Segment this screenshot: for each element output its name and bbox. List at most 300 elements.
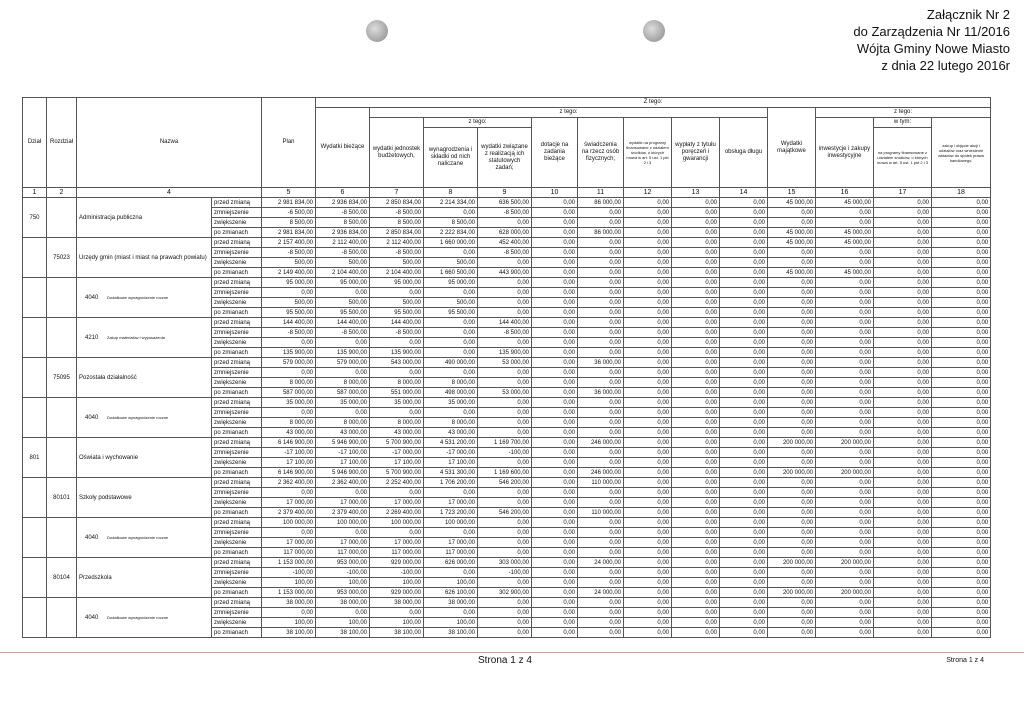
value-cell: 0,00 <box>816 428 874 438</box>
paragraph-code: 4040 <box>85 414 99 421</box>
value-cell: 0,00 <box>532 388 578 398</box>
dzial-code <box>23 478 47 518</box>
value-cell: 0,00 <box>478 578 532 588</box>
value-cell: 0,00 <box>768 448 816 458</box>
value-cell: 303 000,00 <box>478 558 532 568</box>
value-cell: 0,00 <box>720 338 768 348</box>
value-cell: 0,00 <box>424 408 478 418</box>
value-cell: 38 000,00 <box>370 598 424 608</box>
value-cell: 0,00 <box>672 398 720 408</box>
value-cell: 0,00 <box>816 318 874 328</box>
value-cell: 0,00 <box>672 268 720 278</box>
page-number-center: Strona 1 z 4 <box>478 655 532 666</box>
value-cell: 0,00 <box>672 378 720 388</box>
value-cell: 0,00 <box>532 208 578 218</box>
value-cell: 0,00 <box>768 338 816 348</box>
section-name: Szkoły podstawowe <box>77 478 212 518</box>
value-cell: 100,00 <box>424 578 478 588</box>
value-cell: 0,00 <box>424 528 478 538</box>
value-cell: 0,00 <box>532 268 578 278</box>
value-cell: 2 112 400,00 <box>370 238 424 248</box>
value-cell: 100,00 <box>424 618 478 628</box>
footer-divider <box>0 652 1024 653</box>
value-cell: 0,00 <box>720 528 768 538</box>
rozdzial-code <box>47 198 77 238</box>
value-cell: 17 000,00 <box>316 498 370 508</box>
header-line-2: do Zarządzenia Nr 11/2016 <box>853 24 1010 39</box>
row-label: przed zmianą <box>212 198 262 208</box>
value-cell: 2 981 834,00 <box>262 198 316 208</box>
value-cell: 0,00 <box>532 458 578 468</box>
value-cell: 0,00 <box>624 318 672 328</box>
value-cell: 0,00 <box>672 458 720 468</box>
value-cell: 546 200,00 <box>478 478 532 488</box>
column-number: 14 <box>720 188 768 198</box>
value-cell: 500,00 <box>262 298 316 308</box>
value-cell: 0,00 <box>874 228 932 238</box>
value-cell: 200 000,00 <box>816 588 874 598</box>
value-cell: 0,00 <box>672 198 720 208</box>
value-cell: 0,00 <box>262 528 316 538</box>
value-cell: 0,00 <box>816 398 874 408</box>
row-label: po zmianach <box>212 308 262 318</box>
value-cell: 587 000,00 <box>262 388 316 398</box>
value-cell: 24 000,00 <box>578 558 624 568</box>
value-cell: 0,00 <box>624 298 672 308</box>
value-cell: 0,00 <box>478 608 532 618</box>
value-cell: 0,00 <box>720 418 768 428</box>
value-cell: 0,00 <box>932 538 991 548</box>
value-cell: 45 000,00 <box>768 198 816 208</box>
value-cell: 0,00 <box>768 548 816 558</box>
value-cell: 0,00 <box>720 328 768 338</box>
value-cell: 45 000,00 <box>816 268 874 278</box>
column-number: 4 <box>77 188 262 198</box>
value-cell: 45 000,00 <box>768 228 816 238</box>
row-label: zmniejszenie <box>212 248 262 258</box>
value-cell: 0,00 <box>874 278 932 288</box>
header-plan: Plan <box>262 98 316 188</box>
value-cell: 0,00 <box>672 328 720 338</box>
value-cell: 0,00 <box>672 348 720 358</box>
value-cell: 0,00 <box>932 388 991 398</box>
value-cell: 0,00 <box>874 518 932 528</box>
value-cell: 0,00 <box>768 258 816 268</box>
header-wydatki-zwiazane: wydatki związane z realizacją ich statutowych zadań; <box>478 128 532 188</box>
value-cell: 0,00 <box>816 478 874 488</box>
value-cell: 0,00 <box>532 408 578 418</box>
table-row <box>23 398 991 408</box>
value-cell: 0,00 <box>874 498 932 508</box>
value-cell: 0,00 <box>672 308 720 318</box>
value-cell: 0,00 <box>624 248 672 258</box>
value-cell: -100,00 <box>316 568 370 578</box>
value-cell: 0,00 <box>624 258 672 268</box>
dzial-code <box>23 558 47 598</box>
value-cell: 0,00 <box>624 448 672 458</box>
value-cell: 0,00 <box>932 518 991 528</box>
row-label: po zmianach <box>212 468 262 478</box>
value-cell: 0,00 <box>624 478 672 488</box>
value-cell: 110 000,00 <box>578 478 624 488</box>
value-cell: 0,00 <box>672 578 720 588</box>
value-cell: 0,00 <box>932 498 991 508</box>
value-cell: 117 000,00 <box>424 548 478 558</box>
value-cell: 0,00 <box>672 408 720 418</box>
column-number: 12 <box>624 188 672 198</box>
value-cell: -100,00 <box>370 568 424 578</box>
value-cell: 0,00 <box>424 338 478 348</box>
value-cell: 0,00 <box>424 608 478 618</box>
value-cell: 0,00 <box>932 238 991 248</box>
paragraph-cell <box>77 518 212 558</box>
value-cell: 0,00 <box>478 378 532 388</box>
value-cell: 0,00 <box>532 498 578 508</box>
value-cell: 2 850 834,00 <box>370 198 424 208</box>
column-number: 7 <box>370 188 424 198</box>
value-cell: 0,00 <box>874 318 932 328</box>
value-cell: 929 000,00 <box>370 588 424 598</box>
value-cell: 0,00 <box>932 228 991 238</box>
value-cell: 0,00 <box>424 248 478 258</box>
value-cell: 0,00 <box>624 218 672 228</box>
value-cell: 0,00 <box>816 618 874 628</box>
value-cell: 135 900,00 <box>262 348 316 358</box>
value-cell: 0,00 <box>672 388 720 398</box>
value-cell: 0,00 <box>816 508 874 518</box>
value-cell: 8 500,00 <box>424 218 478 228</box>
value-cell: 0,00 <box>932 628 991 638</box>
value-cell: 0,00 <box>874 298 932 308</box>
value-cell: 45 000,00 <box>816 228 874 238</box>
value-cell: 0,00 <box>624 578 672 588</box>
value-cell: 2 104 400,00 <box>370 268 424 278</box>
row-label: zmniejszenie <box>212 528 262 538</box>
value-cell: 0,00 <box>720 548 768 558</box>
table-row <box>23 518 991 528</box>
header-z-tego-inner: z tego: <box>424 118 532 128</box>
value-cell: 0,00 <box>768 248 816 258</box>
value-cell: 0,00 <box>578 258 624 268</box>
value-cell: 0,00 <box>624 418 672 428</box>
value-cell: 0,00 <box>932 408 991 418</box>
value-cell: 0,00 <box>672 538 720 548</box>
page-number-right: Strona 1 z 4 <box>946 657 984 664</box>
punch-hole-right <box>643 20 665 42</box>
table-body <box>23 198 991 638</box>
value-cell: 0,00 <box>624 598 672 608</box>
value-cell: 953 000,00 <box>316 558 370 568</box>
table-row <box>23 598 991 608</box>
value-cell: 0,00 <box>720 288 768 298</box>
header-nazwa: Nazwa <box>77 98 262 188</box>
value-cell: 0,00 <box>932 358 991 368</box>
value-cell: 0,00 <box>720 248 768 258</box>
value-cell: 0,00 <box>478 288 532 298</box>
value-cell: 1 660 500,00 <box>424 268 478 278</box>
value-cell: 0,00 <box>578 608 624 618</box>
value-cell: 5 700 900,00 <box>370 438 424 448</box>
value-cell: 0,00 <box>672 418 720 428</box>
value-cell: 43 000,00 <box>424 428 478 438</box>
value-cell: 0,00 <box>932 598 991 608</box>
paragraph-code: 4040 <box>85 614 99 621</box>
value-cell: 200 000,00 <box>768 558 816 568</box>
value-cell: 0,00 <box>370 368 424 378</box>
value-cell: 0,00 <box>874 288 932 298</box>
value-cell: 17 100,00 <box>262 458 316 468</box>
value-cell: 0,00 <box>874 468 932 478</box>
header-na-programy: na programy finansowane z udziałem środków, o których mowa w art. 5 ust. 1 pkt 2 i 3 <box>874 128 932 188</box>
value-cell: 100 000,00 <box>262 518 316 528</box>
value-cell: 0,00 <box>816 358 874 368</box>
value-cell: 24 000,00 <box>578 588 624 598</box>
header-z-tego-biezace: z tego: <box>370 108 768 118</box>
value-cell: 0,00 <box>768 358 816 368</box>
value-cell: 2 362 400,00 <box>316 478 370 488</box>
value-cell: 0,00 <box>816 608 874 618</box>
value-cell: 0,00 <box>370 608 424 618</box>
value-cell: 0,00 <box>672 498 720 508</box>
column-numbers-row <box>23 188 991 198</box>
value-cell: 0,00 <box>816 258 874 268</box>
column-number: 8 <box>424 188 478 198</box>
value-cell: 0,00 <box>720 488 768 498</box>
value-cell: 0,00 <box>768 348 816 358</box>
paragraph-cell <box>77 318 212 358</box>
column-number: 17 <box>874 188 932 198</box>
column-number: 13 <box>672 188 720 198</box>
value-cell: 0,00 <box>478 488 532 498</box>
column-number: 15 <box>768 188 816 198</box>
value-cell: 0,00 <box>578 408 624 418</box>
value-cell: -100,00 <box>478 568 532 578</box>
value-cell: 17 100,00 <box>316 458 370 468</box>
value-cell: 0,00 <box>672 338 720 348</box>
row-label: zwiększenie <box>212 458 262 468</box>
row-label: zwiększenie <box>212 418 262 428</box>
header-dzial: Dział <box>23 98 47 188</box>
value-cell: 5 700 900,00 <box>370 468 424 478</box>
value-cell: 0,00 <box>672 478 720 488</box>
table-row <box>23 478 991 488</box>
value-cell: 0,00 <box>578 418 624 428</box>
value-cell: 0,00 <box>672 258 720 268</box>
value-cell: 2 214 334,00 <box>424 198 478 208</box>
value-cell: 0,00 <box>720 498 768 508</box>
value-cell: 1 723 200,00 <box>424 508 478 518</box>
value-cell: 86 000,00 <box>578 228 624 238</box>
value-cell: 0,00 <box>262 368 316 378</box>
value-cell: 38 000,00 <box>316 598 370 608</box>
value-cell: 0,00 <box>532 538 578 548</box>
value-cell: 0,00 <box>720 458 768 468</box>
row-label: po zmianach <box>212 348 262 358</box>
header-dotacje: dotacje na zadania bieżące <box>532 118 578 188</box>
value-cell: 144 400,00 <box>316 318 370 328</box>
value-cell: -17 000,00 <box>424 448 478 458</box>
header-z-tego-majatkowe: z tego: <box>816 108 991 118</box>
value-cell: 0,00 <box>768 578 816 588</box>
value-cell: 0,00 <box>874 258 932 268</box>
row-label: przed zmianą <box>212 238 262 248</box>
value-cell: 0,00 <box>478 538 532 548</box>
value-cell: 0,00 <box>720 308 768 318</box>
value-cell: 100 000,00 <box>424 518 478 528</box>
value-cell: 0,00 <box>578 308 624 318</box>
value-cell: 0,00 <box>874 488 932 498</box>
value-cell: 0,00 <box>874 428 932 438</box>
value-cell: 0,00 <box>624 628 672 638</box>
value-cell: 0,00 <box>768 568 816 578</box>
value-cell: 0,00 <box>532 488 578 498</box>
value-cell: 100,00 <box>316 578 370 588</box>
value-cell: 0,00 <box>768 598 816 608</box>
value-cell: 6 146 900,00 <box>262 438 316 448</box>
value-cell: 0,00 <box>624 328 672 338</box>
rozdzial-code <box>47 518 77 558</box>
value-cell: 135 900,00 <box>370 348 424 358</box>
value-cell: 0,00 <box>720 518 768 528</box>
value-cell: -8 500,00 <box>316 248 370 258</box>
value-cell: 0,00 <box>816 458 874 468</box>
value-cell: 0,00 <box>874 388 932 398</box>
value-cell: -100,00 <box>262 568 316 578</box>
value-cell: 144 400,00 <box>478 318 532 328</box>
value-cell: -17 000,00 <box>370 448 424 458</box>
value-cell: -8 500,00 <box>262 328 316 338</box>
value-cell: 0,00 <box>532 448 578 458</box>
value-cell: 0,00 <box>932 258 991 268</box>
value-cell: 0,00 <box>816 578 874 588</box>
column-number: 11 <box>578 188 624 198</box>
value-cell: 0,00 <box>672 548 720 558</box>
section-name: Przedszkola <box>77 558 212 598</box>
value-cell: 0,00 <box>624 468 672 478</box>
row-label: przed zmianą <box>212 518 262 528</box>
value-cell: 0,00 <box>874 478 932 488</box>
rozdzial-code <box>47 318 77 358</box>
value-cell: 0,00 <box>672 448 720 458</box>
rozdzial-code <box>47 278 77 318</box>
dzial-code <box>23 238 47 278</box>
value-cell: 0,00 <box>672 288 720 298</box>
header-line-4: z dnia 22 lutego 2016r <box>881 58 1010 73</box>
value-cell: 2 149 400,00 <box>262 268 316 278</box>
value-cell: 0,00 <box>768 528 816 538</box>
value-cell: 0,00 <box>532 608 578 618</box>
value-cell: 1 660 000,00 <box>424 238 478 248</box>
value-cell: 0,00 <box>874 548 932 558</box>
value-cell: 0,00 <box>720 208 768 218</box>
value-cell: 0,00 <box>672 248 720 258</box>
value-cell: 95 500,00 <box>424 308 478 318</box>
rozdzial-code: 80104 <box>47 558 77 598</box>
value-cell: 200 000,00 <box>816 438 874 448</box>
value-cell: 0,00 <box>720 578 768 588</box>
value-cell: 636 500,00 <box>478 198 532 208</box>
value-cell: 246 000,00 <box>578 468 624 478</box>
value-cell: 0,00 <box>816 548 874 558</box>
value-cell: 0,00 <box>672 228 720 238</box>
value-cell: 0,00 <box>578 428 624 438</box>
value-cell: 0,00 <box>532 258 578 268</box>
value-cell: 0,00 <box>720 428 768 438</box>
value-cell: 0,00 <box>874 578 932 588</box>
value-cell: 0,00 <box>624 458 672 468</box>
value-cell: 0,00 <box>624 268 672 278</box>
value-cell: -17 100,00 <box>316 448 370 458</box>
value-cell: 0,00 <box>424 348 478 358</box>
value-cell: 0,00 <box>672 608 720 618</box>
value-cell: 2 936 834,00 <box>316 228 370 238</box>
value-cell: 0,00 <box>532 378 578 388</box>
value-cell: 500,00 <box>424 298 478 308</box>
value-cell: 0,00 <box>768 428 816 438</box>
value-cell: 8 500,00 <box>262 218 316 228</box>
value-cell: 0,00 <box>578 378 624 388</box>
value-cell: 95 000,00 <box>262 278 316 288</box>
value-cell: 0,00 <box>532 438 578 448</box>
value-cell: 0,00 <box>532 288 578 298</box>
value-cell: 0,00 <box>578 538 624 548</box>
value-cell: 0,00 <box>424 368 478 378</box>
column-number: 9 <box>478 188 532 198</box>
value-cell: 17 000,00 <box>316 538 370 548</box>
value-cell: 0,00 <box>932 588 991 598</box>
value-cell: 0,00 <box>316 488 370 498</box>
value-cell: 0,00 <box>578 548 624 558</box>
value-cell: 579 000,00 <box>262 358 316 368</box>
value-cell: 0,00 <box>932 428 991 438</box>
value-cell: 0,00 <box>532 418 578 428</box>
value-cell: 0,00 <box>816 328 874 338</box>
header-obsluga: obsługa długu <box>720 118 768 188</box>
header-z-tego-top: Z tego: <box>316 98 991 108</box>
value-cell: 2 362 400,00 <box>262 478 316 488</box>
header-wydatki-programy: wydatki na programy finansowane z udziałem środków, o których mowa w art. 5 ust. 1 pkt 2 i 3 <box>624 118 672 188</box>
value-cell: 0,00 <box>932 468 991 478</box>
value-cell: 0,00 <box>932 558 991 568</box>
value-cell: 0,00 <box>624 488 672 498</box>
value-cell: 0,00 <box>532 598 578 608</box>
value-cell: 4 531 300,00 <box>424 468 478 478</box>
dzial-code <box>23 598 47 638</box>
value-cell: 0,00 <box>532 278 578 288</box>
value-cell: 0,00 <box>624 408 672 418</box>
value-cell: 0,00 <box>720 448 768 458</box>
value-cell: 0,00 <box>624 288 672 298</box>
dzial-code <box>23 398 47 438</box>
value-cell: 500,00 <box>316 298 370 308</box>
value-cell: 0,00 <box>816 218 874 228</box>
value-cell: 0,00 <box>624 518 672 528</box>
value-cell: 95 000,00 <box>370 278 424 288</box>
value-cell: 1 169 700,00 <box>478 438 532 448</box>
header-wynagrodzenia: wynagrodzenia i składki od nich naliczane <box>424 128 478 188</box>
value-cell: 0,00 <box>720 598 768 608</box>
value-cell: 0,00 <box>578 268 624 278</box>
value-cell: 144 400,00 <box>262 318 316 328</box>
value-cell: 0,00 <box>262 338 316 348</box>
value-cell: 0,00 <box>624 338 672 348</box>
value-cell: 45 000,00 <box>768 268 816 278</box>
column-number: 18 <box>932 188 991 198</box>
row-label: po zmianach <box>212 228 262 238</box>
dzial-code: 750 <box>23 198 47 238</box>
value-cell: 8 000,00 <box>424 378 478 388</box>
value-cell: 0,00 <box>768 298 816 308</box>
